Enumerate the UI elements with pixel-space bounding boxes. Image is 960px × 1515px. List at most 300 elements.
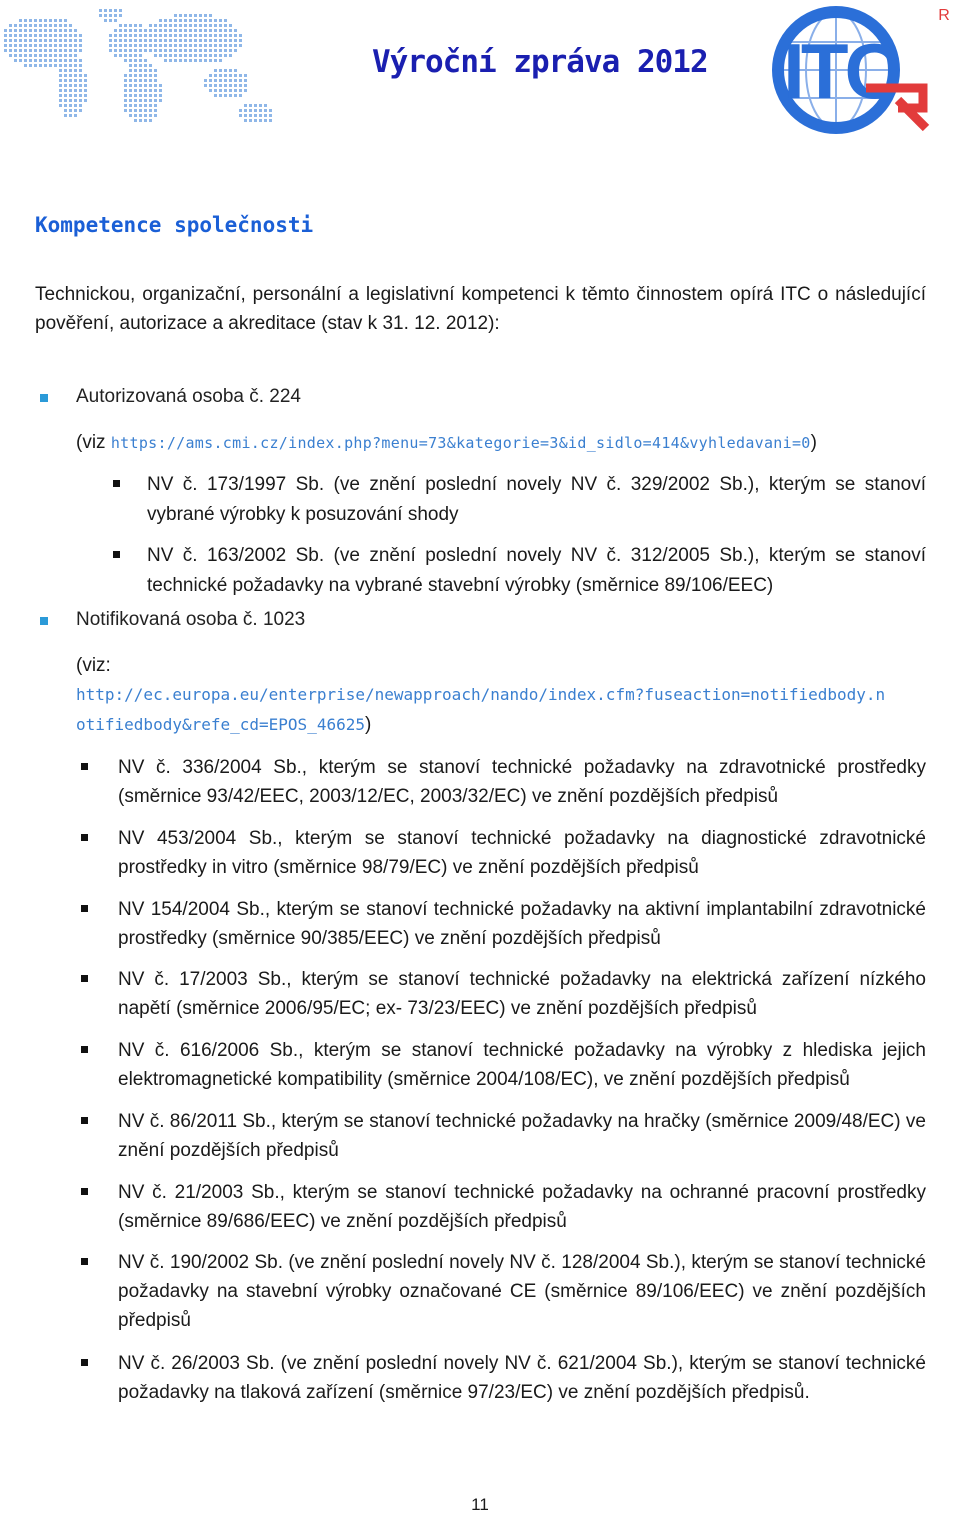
list-item-text: NV č. 190/2002 Sb. (ve znění poslední novely NV č. 128/2004 Sb.), kterým se stanoví technické požadavky na stavební výrobky označované CE (směrnice 89/106/EEC) ve znění pozdějších předpisů	[118, 1252, 926, 1331]
map-dot	[84, 74, 87, 77]
map-dot	[234, 34, 237, 37]
map-dot	[144, 69, 147, 72]
viz-suffix: )	[810, 432, 817, 453]
map-dot	[154, 29, 157, 32]
bullet-square-icon	[81, 763, 88, 770]
map-dot	[139, 49, 142, 52]
map-dot	[64, 114, 67, 117]
map-dot	[24, 59, 27, 62]
map-dot	[249, 119, 252, 122]
map-dot	[139, 59, 142, 62]
map-dot	[159, 54, 162, 57]
map-dot	[114, 9, 117, 12]
map-dot	[209, 24, 212, 27]
map-dot	[199, 49, 202, 52]
list-item-text: NV č. 26/2003 Sb. (ve znění poslední novely NV č. 621/2004 Sb.), kterým se stanoví technické požadavky na tlaková zařízení (směrnice 97/23/EC) ve znění pozdějších předpisů.	[118, 1353, 926, 1403]
map-dot	[219, 79, 222, 82]
map-dot	[69, 109, 72, 112]
map-dot	[64, 99, 67, 102]
map-dot	[144, 109, 147, 112]
map-dot	[29, 64, 32, 67]
map-dot	[74, 54, 77, 57]
map-dot	[64, 34, 67, 37]
bullet-square-icon	[40, 617, 48, 625]
map-dot	[144, 39, 147, 42]
map-dot	[264, 114, 267, 117]
map-dot	[79, 104, 82, 107]
map-dot	[189, 44, 192, 47]
list-item	[78, 895, 926, 953]
map-dot	[59, 99, 62, 102]
map-dot	[49, 54, 52, 57]
map-dot	[119, 14, 122, 17]
map-dot	[139, 94, 142, 97]
map-dot	[204, 59, 207, 62]
map-dot	[4, 34, 7, 37]
map-dot	[34, 59, 37, 62]
map-dot	[129, 84, 132, 87]
map-dot	[134, 69, 137, 72]
bullet-square-icon	[81, 834, 88, 841]
list-item-text: NV č. 21/2003 Sb., kterým se stanoví technické požadavky na ochranné pracovní prostředky (směrnice 89/686/EEC) ve znění pozdějších předpisů	[118, 1182, 926, 1232]
map-dot	[59, 24, 62, 27]
map-dot	[19, 44, 22, 47]
map-dot	[214, 44, 217, 47]
map-dot	[184, 39, 187, 42]
map-dot	[124, 84, 127, 87]
map-dot	[74, 64, 77, 67]
map-dot	[144, 29, 147, 32]
map-dot	[9, 34, 12, 37]
map-dot	[159, 39, 162, 42]
viz-suffix: )	[364, 714, 372, 735]
map-dot	[229, 89, 232, 92]
map-dot	[69, 114, 72, 117]
map-dot	[139, 89, 142, 92]
map-dot	[74, 89, 77, 92]
map-dot	[159, 94, 162, 97]
section-title: Kompetence společnosti	[35, 213, 314, 237]
map-dot	[154, 44, 157, 47]
map-dot	[129, 94, 132, 97]
map-dot	[74, 29, 77, 32]
map-dot	[69, 94, 72, 97]
map-dot	[219, 24, 222, 27]
map-dot	[124, 99, 127, 102]
map-dot	[134, 119, 137, 122]
map-dot	[134, 24, 137, 27]
map-dot	[134, 54, 137, 57]
map-dot	[69, 69, 72, 72]
map-dot	[44, 49, 47, 52]
map-dot	[244, 114, 247, 117]
list-item-text: NV 453/2004 Sb., kterým se stanoví technické požadavky na diagnostické zdravotnické prostředky in vitro (směrnice 98/79/EC) ve znění pozdějších předpisů	[118, 828, 926, 878]
map-dot	[209, 49, 212, 52]
map-dot	[144, 79, 147, 82]
map-dot	[64, 19, 67, 22]
map-dot	[154, 94, 157, 97]
map-dot	[69, 49, 72, 52]
map-dot	[259, 114, 262, 117]
list-item-text: NV č. 616/2006 Sb., kterým se stanoví technické požadavky na výrobky z hlediska jejich elektromagnetické kompatibility (směrnice 2004/108/EC), ve znění pozdějších předpisů	[118, 1040, 926, 1090]
map-dot	[134, 104, 137, 107]
map-dot	[9, 54, 12, 57]
map-dot	[19, 49, 22, 52]
map-dot	[134, 89, 137, 92]
map-dot	[234, 84, 237, 87]
map-dot	[149, 34, 152, 37]
map-dot	[239, 114, 242, 117]
map-dot	[124, 74, 127, 77]
map-dot	[219, 19, 222, 22]
map-dot	[174, 29, 177, 32]
viz-prefix: (viz	[76, 432, 111, 453]
map-dot	[134, 99, 137, 102]
map-dot	[189, 49, 192, 52]
map-dot	[214, 59, 217, 62]
map-dot	[149, 39, 152, 42]
list-item	[110, 541, 926, 601]
map-dot	[179, 44, 182, 47]
map-dot	[199, 39, 202, 42]
map-dot	[194, 19, 197, 22]
map-dot	[149, 119, 152, 122]
map-dot	[64, 39, 67, 42]
map-dot	[189, 19, 192, 22]
map-dot	[54, 49, 57, 52]
map-dot	[229, 79, 232, 82]
map-dot	[124, 89, 127, 92]
bullet-square-icon	[113, 480, 120, 487]
map-dot	[214, 39, 217, 42]
map-dot	[134, 34, 137, 37]
map-dot	[49, 64, 52, 67]
map-dot	[189, 54, 192, 57]
map-dot	[59, 54, 62, 57]
map-dot	[34, 44, 37, 47]
map-dot	[59, 29, 62, 32]
map-dot	[114, 39, 117, 42]
map-dot	[64, 84, 67, 87]
map-dot	[159, 99, 162, 102]
map-dot	[139, 54, 142, 57]
map-dot	[44, 64, 47, 67]
map-dot	[24, 49, 27, 52]
map-dot	[99, 14, 102, 17]
map-dot	[39, 29, 42, 32]
map-dot	[79, 59, 82, 62]
map-dot	[264, 119, 267, 122]
map-dot	[184, 24, 187, 27]
map-dot	[4, 29, 7, 32]
map-dot	[154, 109, 157, 112]
map-dot	[64, 74, 67, 77]
map-dot	[199, 59, 202, 62]
map-dot	[29, 39, 32, 42]
reference-link[interactable]: http://ec.europa.eu/enterprise/newapproach/nando/index.cfm?fuseaction=notifiedbody.n	[76, 685, 886, 704]
map-dot	[229, 49, 232, 52]
map-dot	[104, 14, 107, 17]
map-dot	[239, 34, 242, 37]
viz-prefix: (viz:	[76, 655, 111, 676]
map-dot	[224, 19, 227, 22]
map-dot	[59, 89, 62, 92]
map-dot	[49, 34, 52, 37]
map-dot	[64, 89, 67, 92]
map-dot	[214, 89, 217, 92]
report-title: Výroční zpráva 2012	[372, 44, 708, 80]
map-dot	[144, 104, 147, 107]
map-dot	[189, 29, 192, 32]
map-dot	[129, 69, 132, 72]
map-dot	[74, 44, 77, 47]
map-dot	[69, 44, 72, 47]
map-dot	[189, 24, 192, 27]
map-dot	[154, 49, 157, 52]
map-dot	[34, 24, 37, 27]
map-dot	[154, 104, 157, 107]
map-dot	[119, 24, 122, 27]
map-dot	[194, 49, 197, 52]
map-dot	[189, 59, 192, 62]
map-dot	[149, 114, 152, 117]
map-dot	[149, 44, 152, 47]
reference-link[interactable]: https://ams.cmi.cz/index.php?menu=73&kategorie=3&id_sidlo=414&vyhledavani=0	[110, 434, 811, 452]
map-dot	[229, 94, 232, 97]
map-dot	[249, 114, 252, 117]
map-dot	[69, 74, 72, 77]
map-dot	[54, 29, 57, 32]
map-dot	[209, 54, 212, 57]
map-dot	[159, 24, 162, 27]
map-dot	[204, 29, 207, 32]
map-dot	[79, 99, 82, 102]
map-dot	[134, 109, 137, 112]
map-dot	[159, 89, 162, 92]
map-dot	[214, 74, 217, 77]
map-dot	[34, 29, 37, 32]
reference-link-part[interactable]: otifiedbody&refe_cd=EPOS_46625	[76, 715, 365, 734]
list-item-text: NV 154/2004 Sb., kterým se stanoví technické požadavky na aktivní implantabilní zdravotnické prostředky (směrnice 90/385/EEC) ve znění pozdějších předpisů	[118, 899, 926, 949]
map-dot	[224, 74, 227, 77]
map-dot	[34, 19, 37, 22]
map-dot	[224, 34, 227, 37]
logo-text: ITC	[783, 27, 897, 115]
map-dot	[79, 79, 82, 82]
map-dot	[64, 104, 67, 107]
map-dot	[129, 39, 132, 42]
map-dot	[149, 24, 152, 27]
map-dot	[194, 14, 197, 17]
map-dot	[124, 34, 127, 37]
map-dot	[244, 119, 247, 122]
map-dot	[199, 44, 202, 47]
map-dot	[154, 24, 157, 27]
map-dot	[204, 79, 207, 82]
map-dot	[239, 44, 242, 47]
map-dot	[54, 59, 57, 62]
map-dot	[79, 49, 82, 52]
map-dot	[134, 39, 137, 42]
map-dot	[244, 89, 247, 92]
map-dot	[129, 99, 132, 102]
map-dot	[224, 49, 227, 52]
map-dot	[149, 64, 152, 67]
map-dot	[39, 49, 42, 52]
map-dot	[114, 29, 117, 32]
intro-paragraph: Technickou, organizační, personální a legislativní kompetenci k těmto činnostem opírá ITC o následující pověření, autorizace a akreditace (stav k 31. 12. 2012):	[35, 284, 926, 334]
map-dot	[254, 114, 257, 117]
map-dot	[194, 39, 197, 42]
map-dot	[19, 54, 22, 57]
map-dot	[209, 19, 212, 22]
map-dot	[84, 94, 87, 97]
map-dot	[154, 69, 157, 72]
map-dot	[154, 39, 157, 42]
map-dot	[109, 19, 112, 22]
map-dot	[39, 39, 42, 42]
list-item-text: NV č. 336/2004 Sb., kterým se stanoví technické požadavky na zdravotnické prostředky (směrnice 93/42/EEC, 2003/12/EC, 2003/32/EC) ve znění pozdějších předpisů	[118, 757, 926, 807]
map-dot	[74, 109, 77, 112]
map-dot	[234, 89, 237, 92]
map-dot	[169, 44, 172, 47]
map-dot	[109, 49, 112, 52]
map-dot	[84, 99, 87, 102]
map-dot	[249, 104, 252, 107]
map-dot	[219, 59, 222, 62]
map-dot	[169, 59, 172, 62]
map-dot	[209, 39, 212, 42]
map-dot	[134, 114, 137, 117]
map-dot	[174, 14, 177, 17]
map-dot	[14, 44, 17, 47]
map-dot	[74, 39, 77, 42]
map-dot	[124, 94, 127, 97]
map-dot	[154, 84, 157, 87]
map-dot	[124, 54, 127, 57]
map-dot	[24, 64, 27, 67]
map-dot	[129, 49, 132, 52]
map-dot	[54, 19, 57, 22]
list-item	[78, 753, 926, 811]
map-dot	[54, 34, 57, 37]
map-dot	[244, 104, 247, 107]
map-dot	[9, 39, 12, 42]
map-dot	[19, 59, 22, 62]
map-dot	[74, 49, 77, 52]
map-dot	[34, 39, 37, 42]
map-dot	[109, 9, 112, 12]
map-dot	[39, 19, 42, 22]
map-dot	[204, 44, 207, 47]
map-dot	[139, 34, 142, 37]
map-dot	[129, 104, 132, 107]
bullet-square-icon	[81, 1046, 88, 1053]
map-dot	[59, 94, 62, 97]
list-item	[78, 1248, 926, 1335]
map-dot	[254, 119, 257, 122]
map-dot	[209, 84, 212, 87]
map-dot	[64, 44, 67, 47]
map-dot	[124, 79, 127, 82]
map-dot	[184, 29, 187, 32]
map-dot	[154, 99, 157, 102]
bullet-square-icon	[81, 905, 88, 912]
map-dot	[174, 34, 177, 37]
map-dot	[269, 119, 272, 122]
map-dot	[219, 94, 222, 97]
map-dot	[164, 29, 167, 32]
map-dot	[124, 44, 127, 47]
map-dot	[134, 59, 137, 62]
map-dot	[129, 24, 132, 27]
map-dot	[204, 14, 207, 17]
map-dot	[144, 59, 147, 62]
map-dot	[39, 54, 42, 57]
map-dot	[234, 44, 237, 47]
map-dot	[39, 64, 42, 67]
map-dot	[229, 44, 232, 47]
map-dot	[149, 69, 152, 72]
map-dot	[269, 114, 272, 117]
map-dot	[164, 54, 167, 57]
map-dot	[219, 69, 222, 72]
map-dot	[109, 39, 112, 42]
reference-link-continued[interactable]	[76, 714, 371, 736]
map-dot	[209, 14, 212, 17]
map-dot	[109, 34, 112, 37]
list-item-text: NV č. 86/2011 Sb., kterým se stanoví technické požadavky na hračky (směrnice 2009/48/EC) ve znění pozdějších předpisů	[118, 1111, 926, 1161]
map-dot	[114, 49, 117, 52]
map-dot	[74, 69, 77, 72]
list-item	[78, 824, 926, 882]
map-dot	[4, 44, 7, 47]
map-dot	[134, 79, 137, 82]
map-dot	[199, 19, 202, 22]
map-dot	[114, 54, 117, 57]
map-dot	[44, 29, 47, 32]
map-dot	[204, 49, 207, 52]
map-dot	[144, 44, 147, 47]
map-dot	[139, 64, 142, 67]
map-dot	[129, 109, 132, 112]
map-dot	[149, 79, 152, 82]
map-dot	[234, 79, 237, 82]
map-dot	[44, 34, 47, 37]
map-dot	[69, 89, 72, 92]
map-dot	[224, 44, 227, 47]
map-dot	[29, 54, 32, 57]
map-dot	[239, 84, 242, 87]
map-dot	[19, 19, 22, 22]
map-dot	[59, 34, 62, 37]
map-dot	[164, 59, 167, 62]
map-dot	[214, 94, 217, 97]
map-dot	[109, 44, 112, 47]
list-item	[78, 965, 926, 1023]
map-dot	[49, 59, 52, 62]
map-dot	[69, 104, 72, 107]
map-dot	[154, 54, 157, 57]
map-dot	[69, 84, 72, 87]
map-dot	[114, 14, 117, 17]
map-dot	[109, 14, 112, 17]
map-dot	[14, 39, 17, 42]
map-dot	[184, 59, 187, 62]
map-dot	[119, 39, 122, 42]
map-dot	[64, 69, 67, 72]
map-dot	[184, 14, 187, 17]
